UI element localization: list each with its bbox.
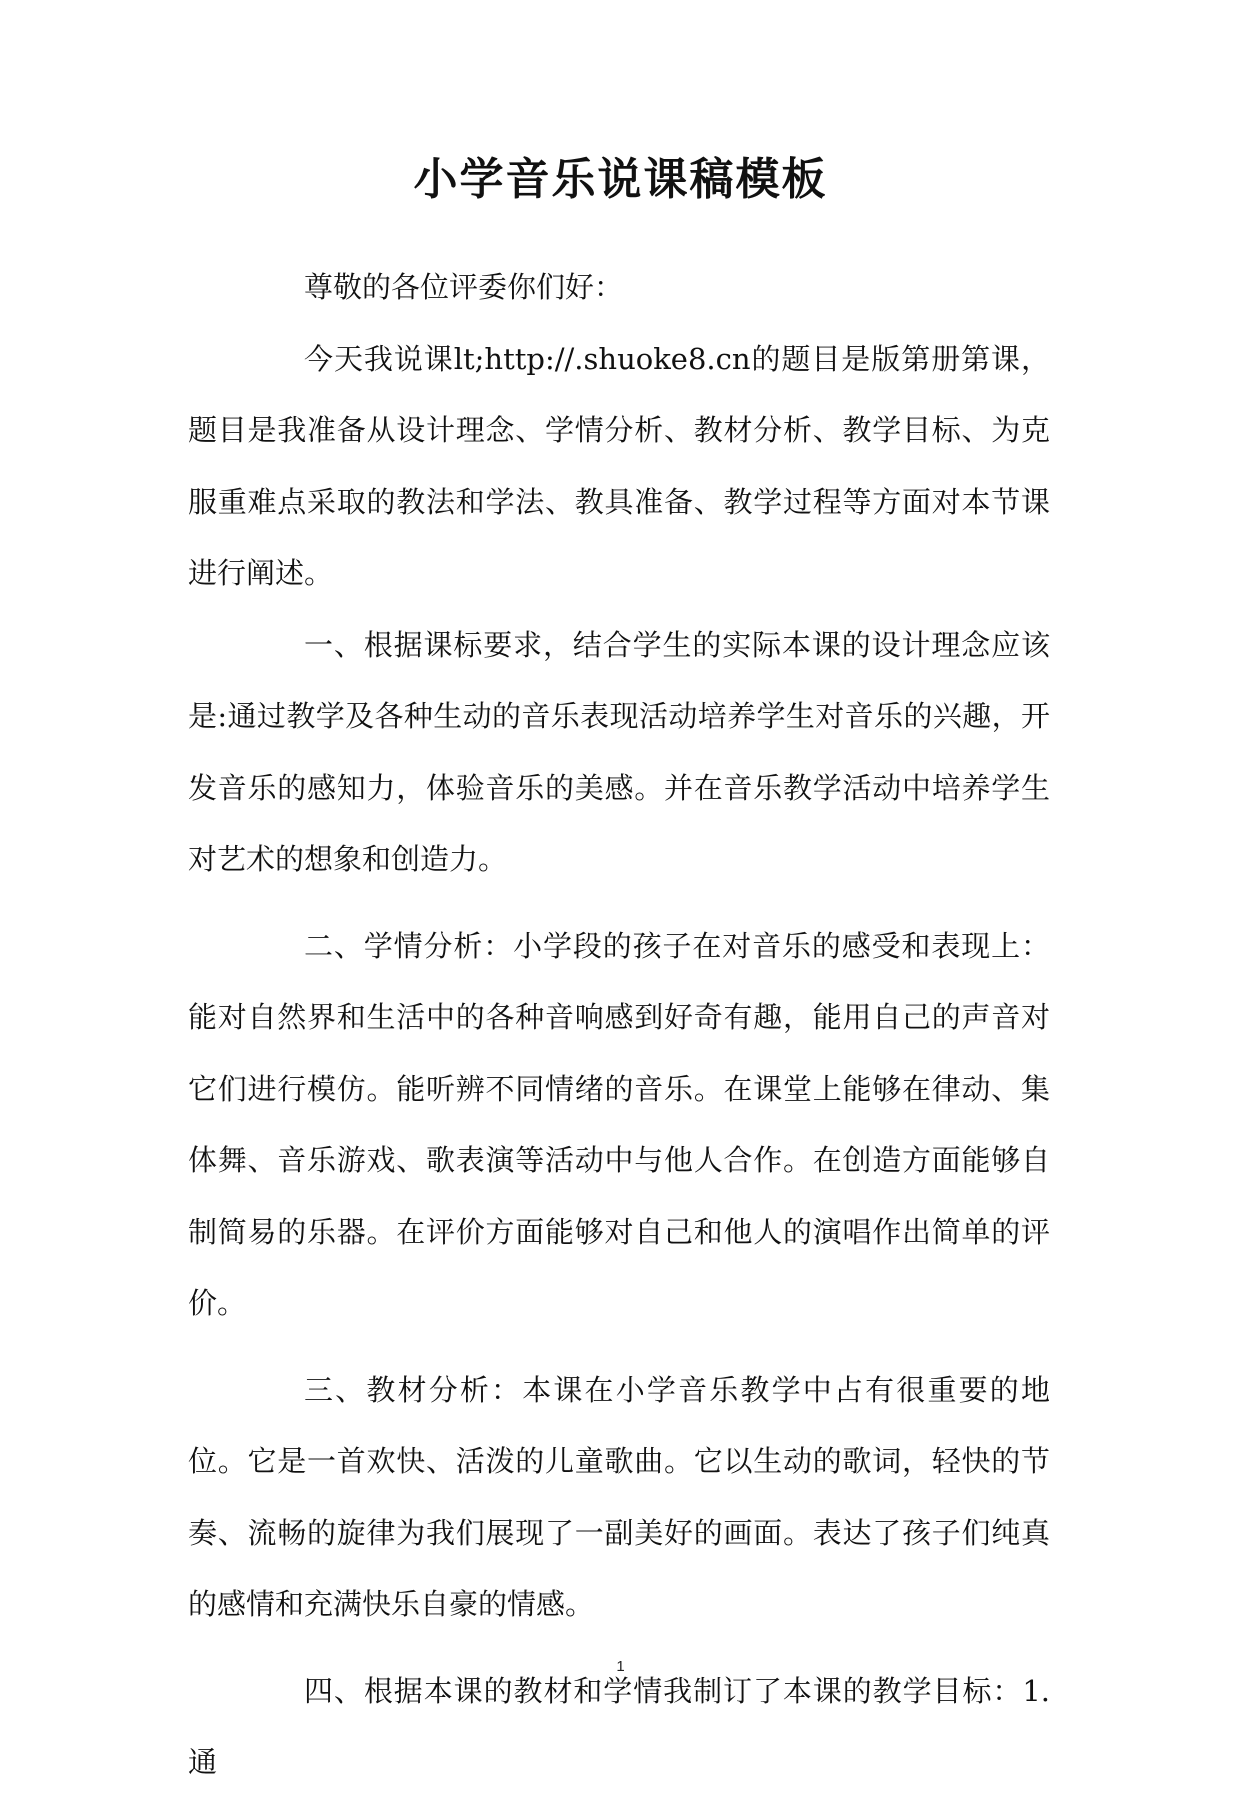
document-body [188,252,1050,1799]
paragraph-teaching-goals: 四、根据本课的教材和学情我制订了本课的教学目标：1.通 [188,1673,1050,1779]
page-number: 1 [616,1658,625,1675]
paragraph-design-concept: 一、根据课标要求，结合学生的实际本课的设计理念应该是:通过教学及各种生动的音乐表现活动培养学生对音乐的兴趣，开发音乐的感知力，体验音乐的美感。并在音乐教学活动中培养学生对艺术的想象和创造力。 [188,627,1050,876]
paragraph-greeting: 尊敬的各位评委你们好： [304,270,624,304]
paragraph-intro: 今天我说课lt;http://.shuoke8.cn的题目是版第册第课，题目是我准备从设计理念、学情分析、教材分析、教学目标、为克服重难点采取的教法和学法、教具准备、教学过程等方面对本节课进行阐述。 [188,341,1050,590]
paragraph-material-analysis: 三、教材分析：本课在小学音乐教学中占有很重要的地位。它是一首欢快、活泼的儿童歌曲。它以生动的歌词，轻快的节奏、流畅的旋律为我们展现了一副美好的画面。表达了孩子们纯真的感情和充满快乐自豪的情感。 [188,1372,1050,1621]
document-title: 小学音乐说课稿模板 [413,154,828,205]
paragraph-learner-analysis: 二、学情分析：小学段的孩子在对音乐的感受和表现上：能对自然界和生活中的各种音响感到好奇有趣，能用自己的声音对它们进行模仿。能听辨不同情绪的音乐。在课堂上能够在律动、集体舞、音乐游戏、歌表演等活动中与他人合作。在创造方面能够自制简易的乐器。在评价方面能够对自己和他人的演唱作出简单的评价。 [188,928,1050,1320]
